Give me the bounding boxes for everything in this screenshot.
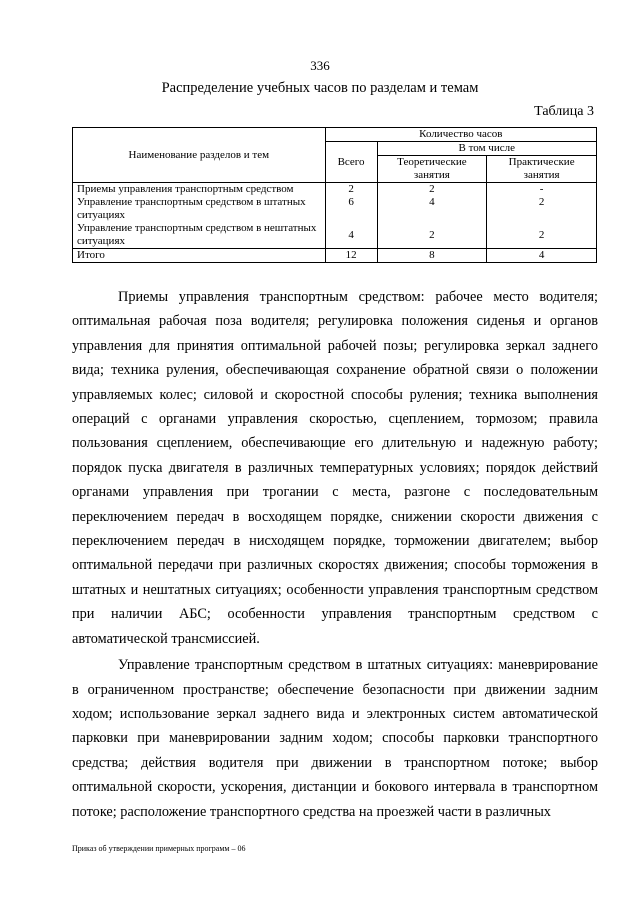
header-practice: Практические занятия: [487, 156, 597, 183]
row-name: Управление транспортным средством в нештатных ситуациях: [73, 222, 326, 249]
row-practice: -: [487, 183, 597, 197]
total-sum: 12: [325, 249, 377, 263]
header-total: Всего: [325, 142, 377, 183]
row-theory: 2: [377, 222, 487, 249]
header-theory: Теоретические занятия: [377, 156, 487, 183]
table-label: Таблица 3: [534, 104, 594, 119]
row-theory: 4: [377, 196, 487, 222]
row-total: 6: [325, 196, 377, 222]
table-row: [73, 196, 597, 222]
hours-table: [72, 127, 597, 263]
body-text: [72, 285, 598, 824]
row-total: 4: [325, 222, 377, 249]
footer-note: Приказ об утверждении примерных программ – 06: [72, 844, 246, 853]
row-theory: 2: [377, 183, 487, 197]
row-practice: 2: [487, 222, 597, 249]
page-number: 336: [310, 58, 330, 73]
paragraph: Управление транспортным средством в штатных ситуациях: маневрирование в ограниченном пространстве; обеспечение безопасности при движении задним ходом; использование зеркал заднего вида и электронных систем автоматической парковки при маневрировании задним ходом; способы парковки транспортного средства; действия водителя при движении в транспортном потоке; выбор оптимальной скорости, ускорения, дистанции и бокового интервала в транспортном потоке; расположение транспортного средства на проезжей части в различных: [72, 657, 598, 820]
row-name: Приемы управления транспортным средством: [73, 183, 326, 197]
total-practice: 4: [487, 249, 597, 263]
header-including: В том числе: [377, 142, 597, 156]
row-practice: 2: [487, 196, 597, 222]
header-name-col: Наименование разделов и тем: [73, 128, 326, 183]
header-row-1: [73, 128, 597, 142]
header-hours: Количество часов: [325, 128, 596, 142]
total-theory: 8: [377, 249, 487, 263]
table-row: [73, 222, 597, 249]
table-row: [73, 183, 597, 197]
page-title: Распределение учебных часов по разделам и темам: [161, 80, 479, 96]
total-label: Итого: [73, 249, 326, 263]
row-name: Управление транспортным средством в штатных ситуациях: [73, 196, 326, 222]
total-row: [73, 249, 597, 263]
row-total: 2: [325, 183, 377, 197]
paragraph: Приемы управления транспортным средством: рабочее место водителя; оптимальная рабочая поза водителя; регулировка положения сиденья и органов управления для принятия оптимальной рабочей позы; регулировка зеркал заднего вида; техника руления, обеспечивающая сохранение обратной связи о положении управляемых колес; силовой и скоростной способы руления; техника выполнения операций с органами управления скоростью, сцеплением, тормозом; правила пользования сцеплением, обеспечивающие его длительную и надежную работу; порядок пуска двигателя в различных температурных условиях; порядок действий органами управления при трогании с места, разгоне с последовательным переключением передач в восходящем порядке, снижении скорости движения с переключением передач в нисходящем порядке, торможении двигателем; выбор оптимальной передачи при различных скоростях движения; способы торможения в штатных и нештатных ситуациях; особенности управления транспортным средством при наличии АБС; особенности управления транспортным средством с автоматической трансмиссией.: [72, 289, 598, 647]
